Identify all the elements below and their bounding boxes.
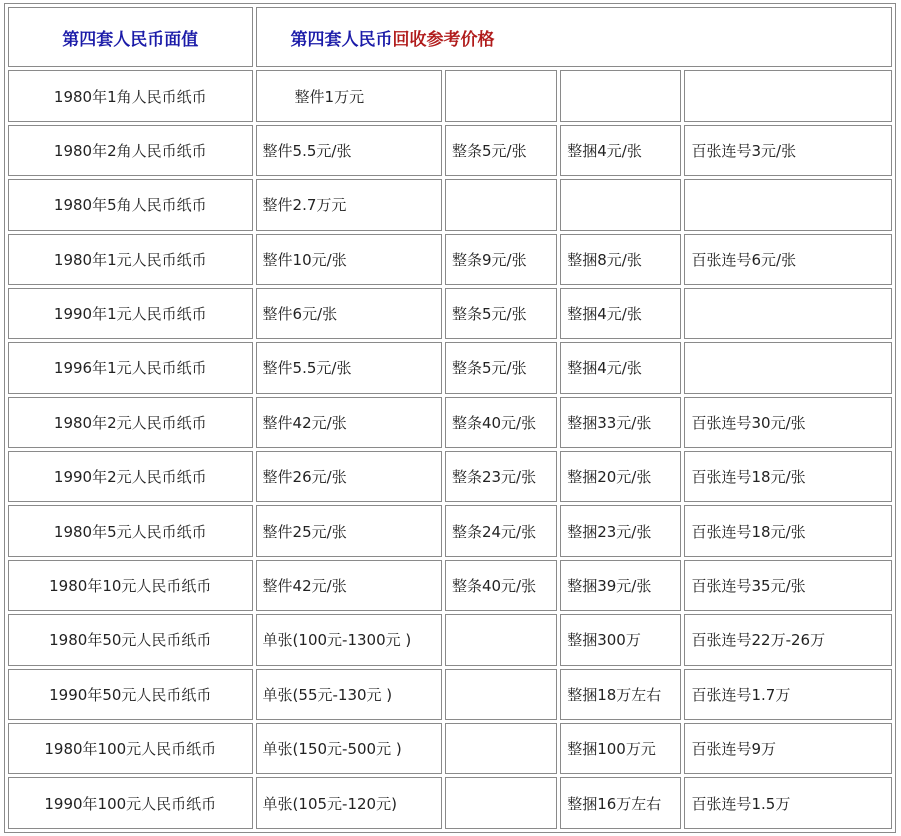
denomination-cell: 1980年2元人民币纸币	[8, 397, 253, 448]
price-cell-strip	[445, 70, 557, 121]
table-row	[8, 397, 892, 448]
price-cell-bundle: 整捆4元/张	[560, 288, 681, 339]
price-cell-whole-case: 整件5.5元/张	[256, 342, 442, 393]
price-cell-bundle: 整捆23元/张	[560, 505, 681, 556]
denomination-cell: 1996年1元人民币纸币	[8, 342, 253, 393]
price-cell-serial-hundred: 百张连号9万	[684, 723, 892, 774]
header-price-suffix: 回收参考价格	[392, 29, 495, 50]
price-cell-strip: 整条40元/张	[445, 560, 557, 611]
price-cell-strip: 整条9元/张	[445, 234, 557, 285]
table-row	[8, 288, 892, 339]
price-cell-whole-case: 整件26元/张	[256, 451, 442, 502]
header-price-prefix: 第四套人民币	[290, 29, 393, 50]
table-row	[8, 614, 892, 665]
table-row	[8, 179, 892, 230]
price-cell-bundle: 整捆20元/张	[560, 451, 681, 502]
denomination-cell: 1990年50元人民币纸币	[8, 669, 253, 720]
price-cell-bundle: 整捆16万左右	[560, 777, 681, 829]
denomination-cell: 1980年2角人民币纸币	[8, 125, 253, 176]
header-row	[8, 7, 892, 67]
price-cell-bundle: 整捆18万左右	[560, 669, 681, 720]
price-cell-strip: 整条5元/张	[445, 125, 557, 176]
price-cell-strip	[445, 179, 557, 230]
price-cell-strip: 整条24元/张	[445, 505, 557, 556]
price-cell-whole-case: 整件42元/张	[256, 397, 442, 448]
price-cell-serial-hundred	[684, 288, 892, 339]
denomination-cell: 1980年50元人民币纸币	[8, 614, 253, 665]
price-cell-strip: 整条40元/张	[445, 397, 557, 448]
table-row	[8, 669, 892, 720]
price-cell-serial-hundred: 百张连号1.5万	[684, 777, 892, 829]
table-row	[8, 560, 892, 611]
price-cell-whole-case: 整件1万元	[256, 70, 442, 121]
price-cell-serial-hundred: 百张连号1.7万	[684, 669, 892, 720]
price-cell-bundle: 整捆4元/张	[560, 342, 681, 393]
price-cell-bundle: 整捆100万元	[560, 723, 681, 774]
price-cell-whole-case: 单张(150元-500元 )	[256, 723, 442, 774]
table-row	[8, 723, 892, 774]
price-table	[4, 3, 896, 833]
price-cell-serial-hundred: 百张连号3元/张	[684, 125, 892, 176]
table-row	[8, 777, 892, 829]
denomination-cell: 1990年1元人民币纸币	[8, 288, 253, 339]
denomination-cell: 1980年5元人民币纸币	[8, 505, 253, 556]
price-cell-strip: 整条5元/张	[445, 288, 557, 339]
price-cell-strip: 整条23元/张	[445, 451, 557, 502]
price-cell-strip: 整条5元/张	[445, 342, 557, 393]
header-denomination: 第四套人民币面值	[8, 7, 253, 67]
table-row	[8, 451, 892, 502]
table-row	[8, 234, 892, 285]
denomination-cell: 1990年100元人民币纸币	[8, 777, 253, 829]
table-row	[8, 342, 892, 393]
price-cell-bundle	[560, 179, 681, 230]
denomination-cell: 1980年5角人民币纸币	[8, 179, 253, 230]
header-price	[256, 7, 892, 67]
price-cell-bundle	[560, 70, 681, 121]
denomination-cell: 1980年1角人民币纸币	[8, 70, 253, 121]
price-cell-bundle: 整捆33元/张	[560, 397, 681, 448]
price-cell-whole-case: 单张(100元-1300元 )	[256, 614, 442, 665]
price-cell-serial-hundred: 百张连号35元/张	[684, 560, 892, 611]
price-cell-bundle: 整捆4元/张	[560, 125, 681, 176]
price-cell-strip	[445, 777, 557, 829]
price-cell-serial-hundred	[684, 179, 892, 230]
price-cell-bundle: 整捆39元/张	[560, 560, 681, 611]
denomination-cell: 1980年10元人民币纸币	[8, 560, 253, 611]
denomination-cell: 1980年1元人民币纸币	[8, 234, 253, 285]
denomination-cell: 1980年100元人民币纸币	[8, 723, 253, 774]
price-cell-strip	[445, 723, 557, 774]
price-cell-strip	[445, 669, 557, 720]
price-cell-bundle: 整捆300万	[560, 614, 681, 665]
price-cell-whole-case: 单张(105元-120元)	[256, 777, 442, 829]
price-cell-whole-case: 单张(55元-130元 )	[256, 669, 442, 720]
table-row	[8, 505, 892, 556]
price-cell-bundle: 整捆8元/张	[560, 234, 681, 285]
price-cell-whole-case: 整件25元/张	[256, 505, 442, 556]
price-cell-whole-case: 整件10元/张	[256, 234, 442, 285]
price-cell-serial-hundred: 百张连号18元/张	[684, 451, 892, 502]
price-cell-serial-hundred: 百张连号30元/张	[684, 397, 892, 448]
price-cell-whole-case: 整件2.7万元	[256, 179, 442, 230]
denomination-cell: 1990年2元人民币纸币	[8, 451, 253, 502]
price-cell-serial-hundred: 百张连号22万-26万	[684, 614, 892, 665]
price-cell-serial-hundred: 百张连号6元/张	[684, 234, 892, 285]
price-cell-whole-case: 整件5.5元/张	[256, 125, 442, 176]
price-cell-strip	[445, 614, 557, 665]
price-cell-whole-case: 整件42元/张	[256, 560, 442, 611]
price-cell-serial-hundred: 百张连号18元/张	[684, 505, 892, 556]
price-cell-serial-hundred	[684, 342, 892, 393]
price-cell-serial-hundred	[684, 70, 892, 121]
price-cell-whole-case: 整件6元/张	[256, 288, 442, 339]
table-row	[8, 70, 892, 121]
table-row	[8, 125, 892, 176]
